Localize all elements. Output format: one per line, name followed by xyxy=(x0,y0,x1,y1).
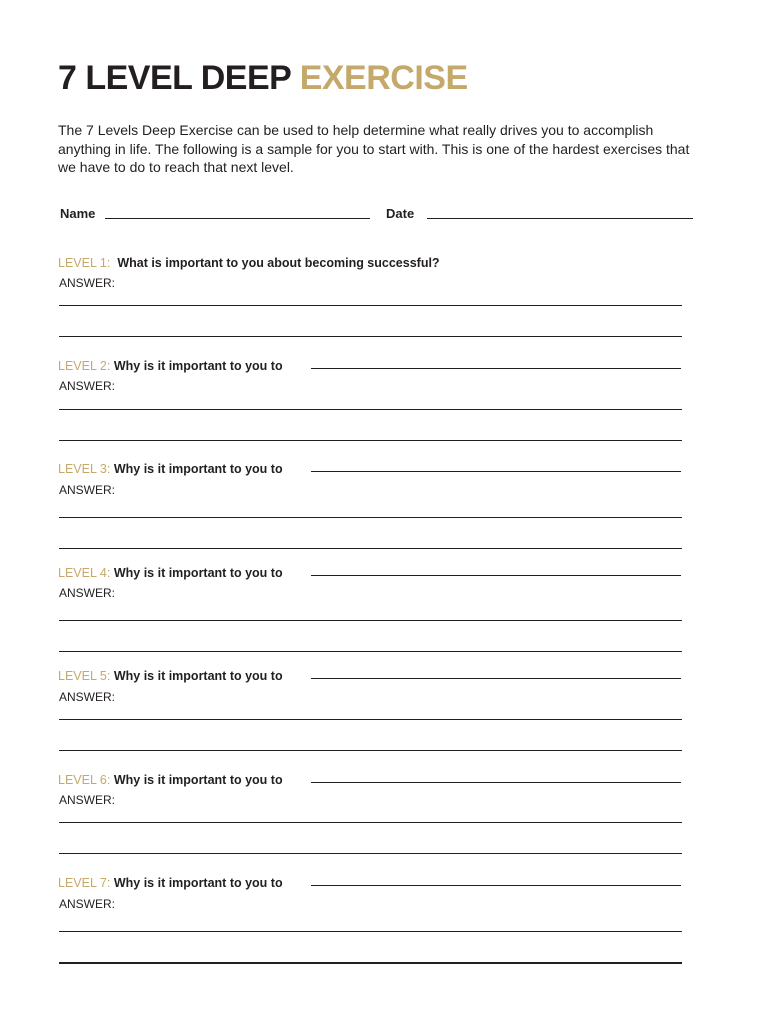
level-5-answer-line-2[interactable] xyxy=(59,750,682,751)
level-5-answer-label: ANSWER: xyxy=(59,690,116,704)
level-4-question-blank[interactable] xyxy=(311,575,681,576)
level-5-question-blank[interactable] xyxy=(311,678,681,679)
title-main: 7 LEVEL DEEP xyxy=(58,59,291,97)
level-2-tag: LEVEL 2: xyxy=(58,359,111,373)
level-6-answer-line-2[interactable] xyxy=(59,853,682,854)
date-field[interactable] xyxy=(427,218,693,219)
level-7-tag: LEVEL 7: xyxy=(58,876,111,890)
level-6-question xyxy=(58,772,283,788)
level-1-question xyxy=(58,255,440,271)
level-3-question-blank[interactable] xyxy=(311,471,681,472)
level-5-tag: LEVEL 5: xyxy=(58,669,111,683)
level-7-text: Why is it important to you to xyxy=(113,876,283,890)
level-1-answer-line-2[interactable] xyxy=(59,336,682,337)
level-4-answer-line-2[interactable] xyxy=(59,651,682,652)
level-7-answer-line-1[interactable] xyxy=(59,931,682,932)
level-1-answer-label: ANSWER: xyxy=(59,276,116,290)
date-label: Date xyxy=(386,206,415,221)
level-4-answer-label: ANSWER: xyxy=(59,586,116,600)
level-4-tag: LEVEL 4: xyxy=(58,566,111,580)
level-2-question-blank[interactable] xyxy=(311,368,681,369)
intro-paragraph: The 7 Levels Deep Exercise can be used to help determine what really drives you to accomplish anything in life. The following is a sample for you to start with. This is one of the hardest exercises that we have to do to reach that next level. xyxy=(58,122,690,175)
level-2-question xyxy=(58,358,283,374)
level-1-text: What is important to you about becoming successful? xyxy=(117,256,440,270)
level-2-answer-line-2[interactable] xyxy=(59,440,682,441)
level-3-answer-line-2[interactable] xyxy=(59,548,682,549)
title-accent: EXERCISE xyxy=(299,59,468,97)
level-6-question-blank[interactable] xyxy=(311,782,681,783)
level-4-text: Why is it important to you to xyxy=(113,566,283,580)
name-label: Name xyxy=(60,206,96,221)
level-3-question xyxy=(58,461,283,477)
level-3-answer-line-1[interactable] xyxy=(59,517,682,518)
level-4-question xyxy=(58,565,283,581)
level-7-answer-line-2[interactable] xyxy=(59,962,682,964)
level-7-answer-label: ANSWER: xyxy=(59,897,116,911)
level-6-answer-label: ANSWER: xyxy=(59,793,116,807)
level-2-text: Why is it important to you to xyxy=(113,359,283,373)
level-6-answer-line-1[interactable] xyxy=(59,822,682,823)
level-4-answer-line-1[interactable] xyxy=(59,620,682,621)
page-title xyxy=(58,58,468,98)
level-6-text: Why is it important to you to xyxy=(113,773,283,787)
level-7-question-blank[interactable] xyxy=(311,885,681,886)
level-1-answer-line-1[interactable] xyxy=(59,305,682,306)
level-5-question xyxy=(58,668,283,684)
level-3-text: Why is it important to you to xyxy=(113,462,283,476)
level-3-tag: LEVEL 3: xyxy=(58,462,111,476)
level-1-tag: LEVEL 1: xyxy=(58,256,111,270)
level-3-answer-label: ANSWER: xyxy=(59,483,116,497)
level-5-answer-line-1[interactable] xyxy=(59,719,682,720)
level-7-question xyxy=(58,875,283,891)
name-field[interactable] xyxy=(105,218,370,219)
level-2-answer-line-1[interactable] xyxy=(59,409,682,410)
level-5-text: Why is it important to you to xyxy=(113,669,283,683)
level-2-answer-label: ANSWER: xyxy=(59,379,116,393)
level-6-tag: LEVEL 6: xyxy=(58,773,111,787)
